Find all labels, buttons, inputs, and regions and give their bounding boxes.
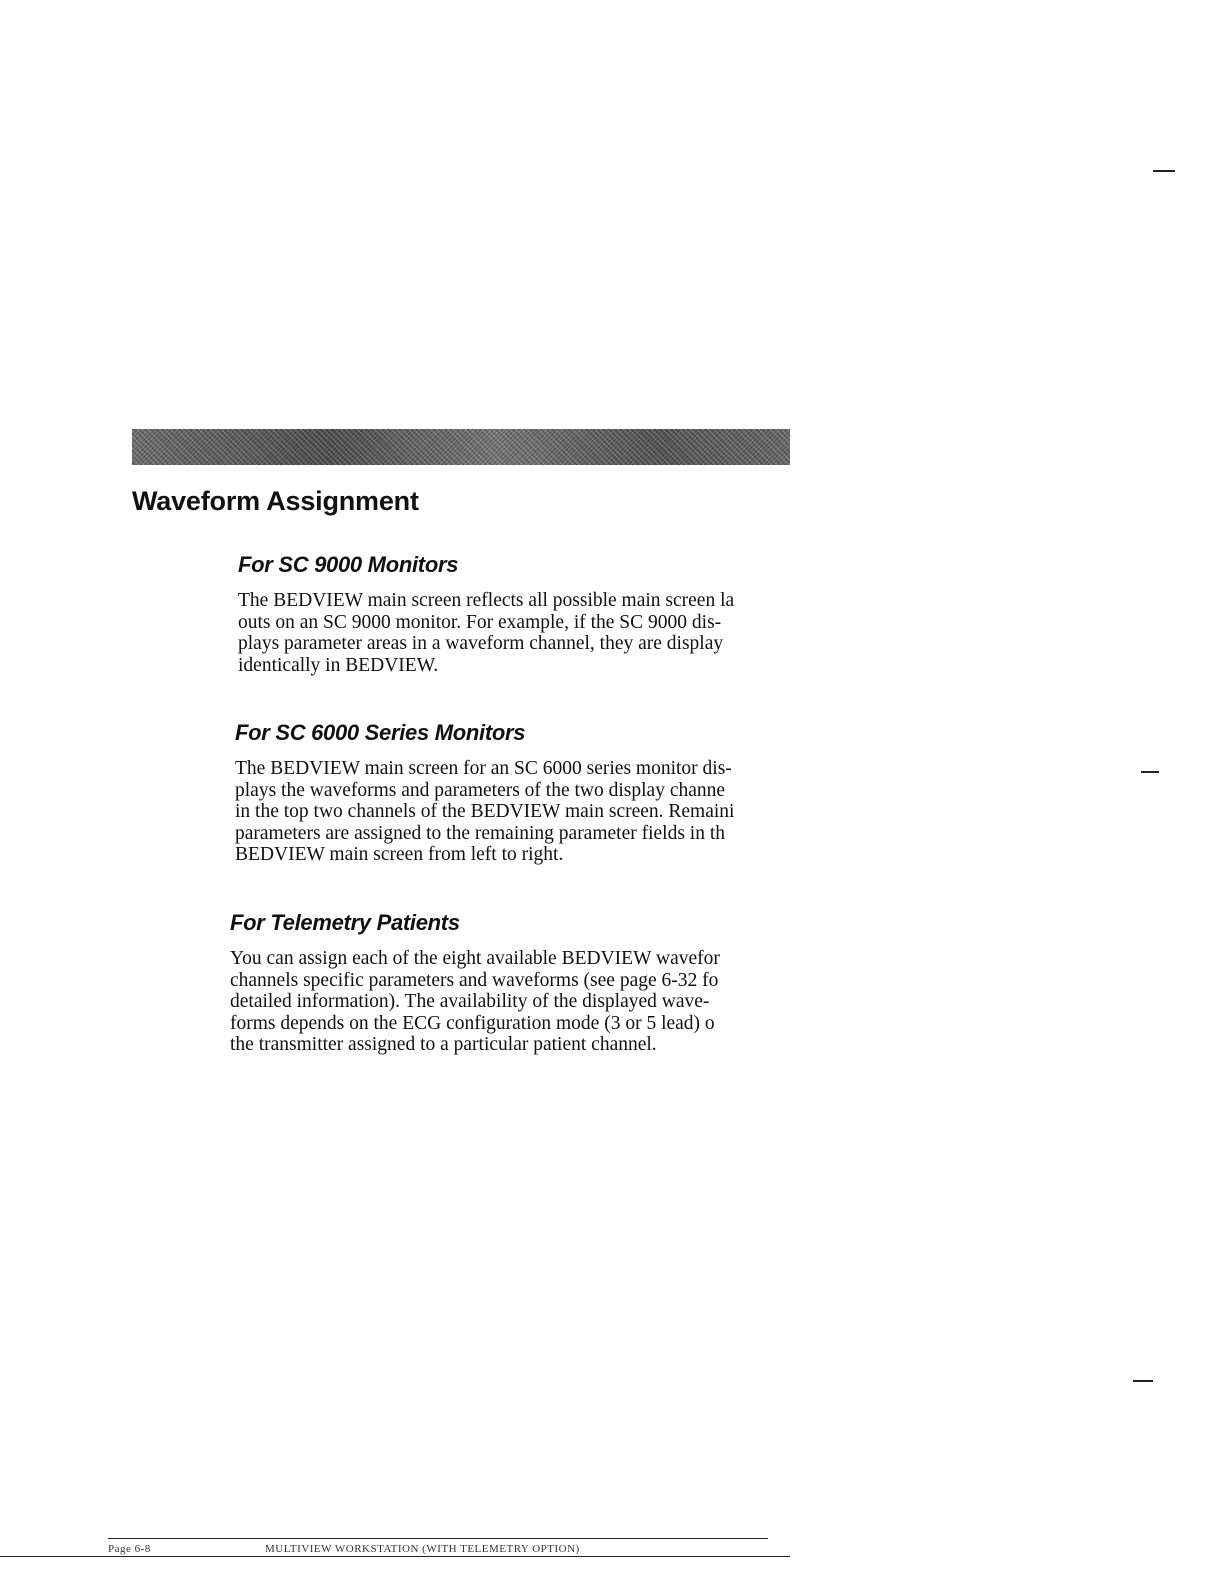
section-title: For SC 9000 Monitors [238, 552, 459, 577]
section-title: For Telemetry Patients [230, 910, 460, 935]
margin-mark [1153, 170, 1175, 172]
footer-page-label: Page 6-8 [108, 1543, 151, 1555]
section-sc6000 [235, 720, 795, 866]
section-paragraph: The BEDVIEW main screen reflects all possible main screen la outs on an SC 9000 monitor. For example, if the SC 9000 dis- plays parameter areas in a waveform channel, they are display identically in BEDVIEW. [238, 590, 735, 676]
footer-rule [0, 1556, 790, 1557]
page-title: Waveform Assignment [132, 486, 419, 516]
footer-rule [108, 1538, 768, 1539]
section-paragraph: The BEDVIEW main screen for an SC 6000 series monitor dis- plays the waveforms and parameters of the two display channe in the top two channels of the BEDVIEW main screen. Remaini parameters are assigned to the remaining parameter fields in th BEDVIEW main screen from left to right. [235, 758, 735, 865]
margin-mark [1133, 1380, 1153, 1382]
footer-running-title: MULTIVIEW WORKSTATION (WITH TELEMETRY OPTION) [265, 1543, 580, 1555]
section-sc9000 [238, 552, 798, 676]
section-title: For SC 6000 Series Monitors [235, 720, 526, 745]
margin-mark [1141, 771, 1159, 773]
section-header-band [132, 429, 790, 465]
section-telemetry [230, 910, 790, 1056]
section-paragraph: You can assign each of the eight available BEDVIEW wavefor channels specific parameters and waveforms (see page 6-32 fo detailed information). The availability of the displayed wave- forms depends on the ECG configuration mode (3 or 5 lead) o the transmitter assigned to a particular patient channel. [230, 948, 720, 1055]
